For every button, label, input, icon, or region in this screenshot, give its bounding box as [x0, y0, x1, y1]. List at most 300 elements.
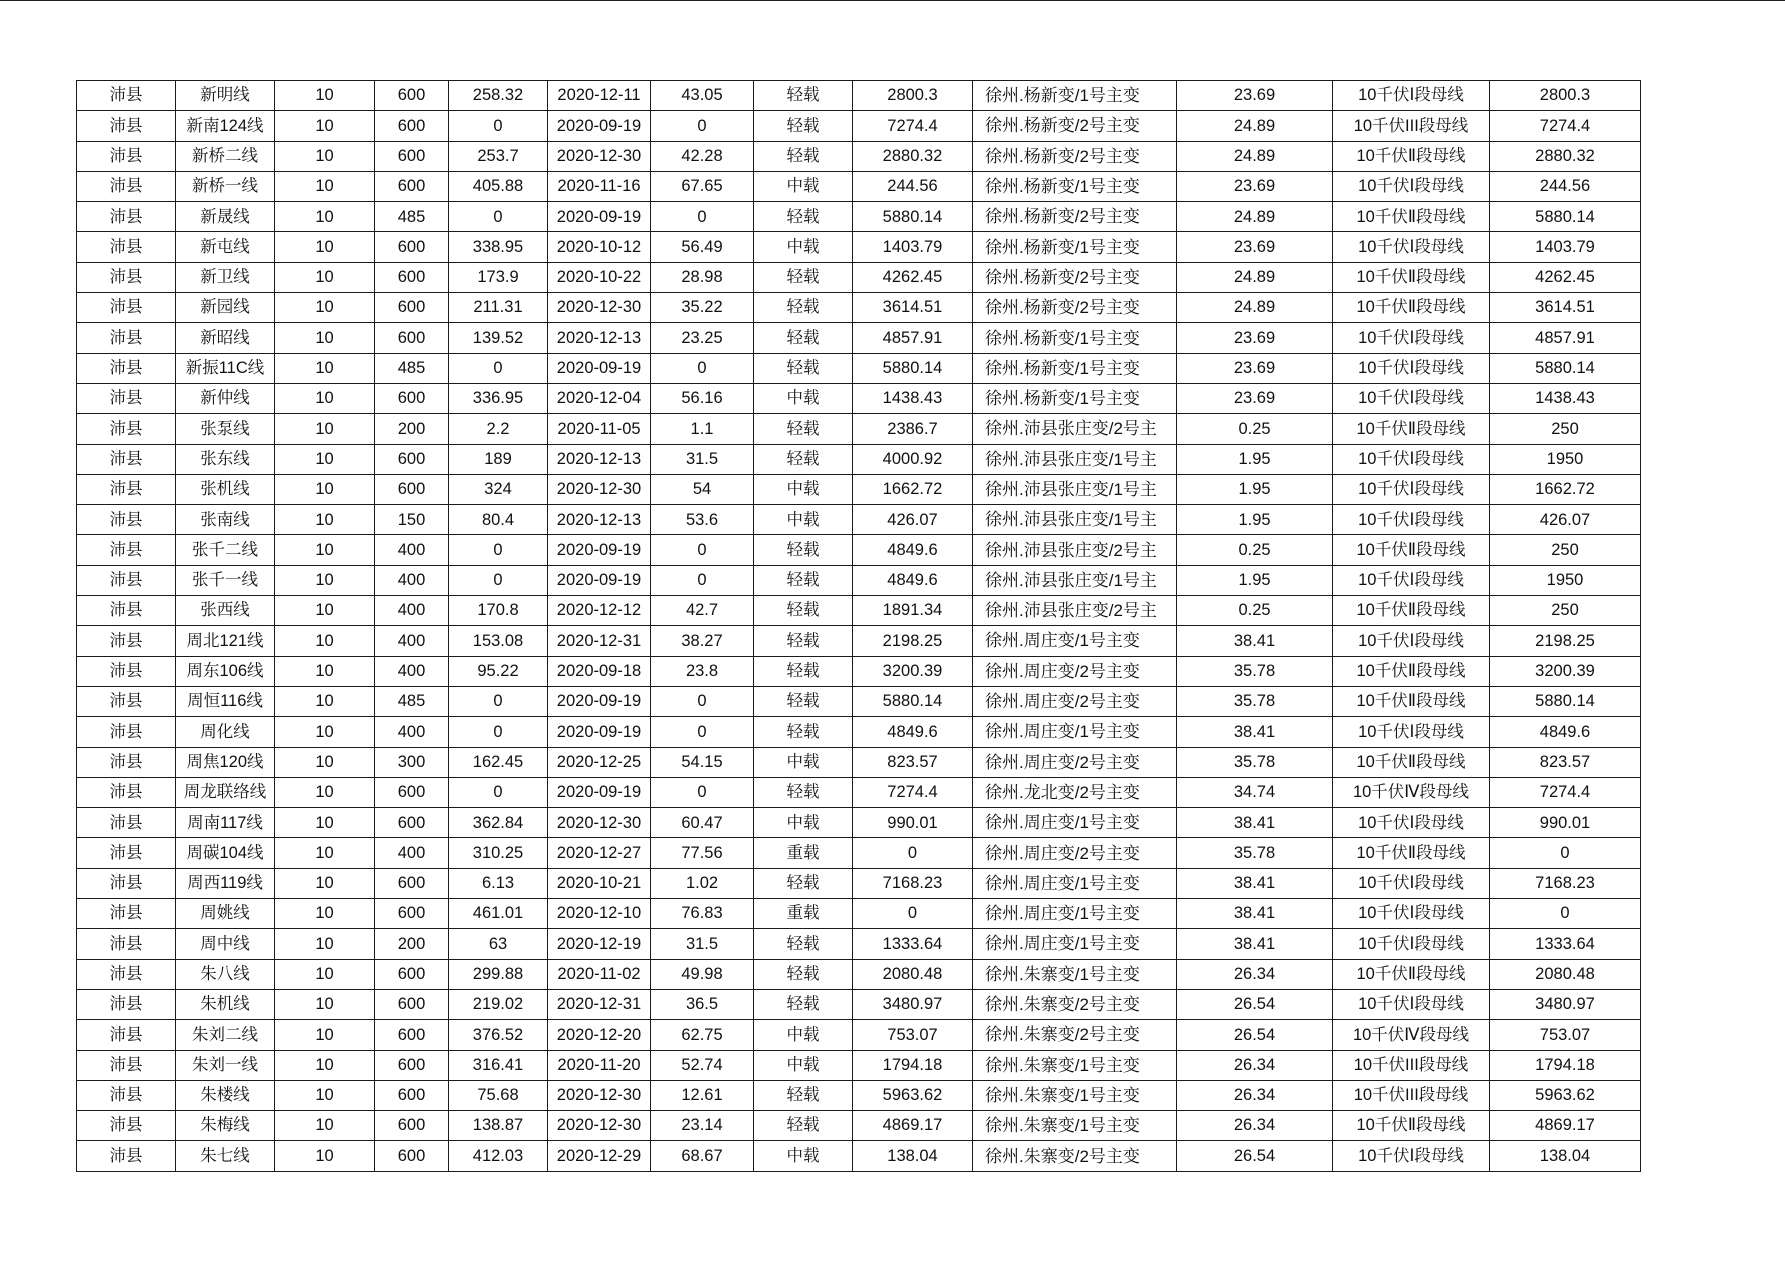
county-cell: 沛县 — [77, 1050, 176, 1080]
substation-transformer-cell: 徐州.杨新变/1号主变 — [973, 171, 1177, 201]
remaining-capacity-cell: 250 — [1490, 596, 1641, 626]
line-name-cell: 朱七线 — [176, 1141, 275, 1171]
remaining-capacity-cell: 7274.4 — [1490, 777, 1641, 807]
load-status-cell: 轻载 — [754, 414, 853, 444]
county-cell: 沛县 — [77, 505, 176, 535]
remaining-capacity-cell: 4849.6 — [1490, 717, 1641, 747]
substation-transformer-cell: 徐州.沛县张庄变/2号主 — [973, 414, 1177, 444]
voltage-cell: 10 — [275, 656, 375, 686]
substation-transformer-cell: 徐州.杨新变/1号主变 — [973, 353, 1177, 383]
available-capacity-cell: 7168.23 — [853, 868, 973, 898]
county-cell: 沛县 — [77, 81, 176, 111]
county-cell: 沛县 — [77, 565, 176, 595]
substation-transformer-cell: 徐州.朱寨变/1号主变 — [973, 1080, 1177, 1110]
rated-current-cell: 600 — [375, 1141, 449, 1171]
transformer-load-cell: 24.89 — [1177, 111, 1333, 141]
remaining-capacity-cell: 5880.14 — [1490, 202, 1641, 232]
line-name-cell: 张机线 — [176, 474, 275, 504]
table-row — [77, 414, 1641, 444]
max-current-cell: 6.13 — [449, 868, 548, 898]
line-load-table — [76, 80, 1641, 1172]
load-rate-cell: 77.56 — [651, 838, 754, 868]
load-rate-cell: 52.74 — [651, 1050, 754, 1080]
max-current-cell: 63 — [449, 929, 548, 959]
substation-transformer-cell: 徐州.杨新变/2号主变 — [973, 262, 1177, 292]
line-name-cell: 周南117线 — [176, 808, 275, 838]
bus-section-cell: 10千伏III段母线 — [1333, 111, 1490, 141]
load-status-cell: 轻载 — [754, 565, 853, 595]
peak-date-cell: 2020-09-19 — [548, 535, 651, 565]
line-name-cell: 周龙联络线 — [176, 777, 275, 807]
rated-current-cell: 400 — [375, 656, 449, 686]
county-cell: 沛县 — [77, 717, 176, 747]
substation-transformer-cell: 徐州.朱寨变/1号主变 — [973, 1111, 1177, 1141]
peak-date-cell: 2020-12-19 — [548, 929, 651, 959]
available-capacity-cell: 7274.4 — [853, 777, 973, 807]
table-row — [77, 808, 1641, 838]
max-current-cell: 405.88 — [449, 171, 548, 201]
line-name-cell: 张南线 — [176, 505, 275, 535]
available-capacity-cell: 4849.6 — [853, 535, 973, 565]
county-cell: 沛县 — [77, 1020, 176, 1050]
bus-section-cell: 10千伏Ⅰ段母线 — [1333, 383, 1490, 413]
available-capacity-cell: 4849.6 — [853, 565, 973, 595]
voltage-cell: 10 — [275, 626, 375, 656]
load-rate-cell: 0 — [651, 686, 754, 716]
remaining-capacity-cell: 1950 — [1490, 565, 1641, 595]
remaining-capacity-cell: 2800.3 — [1490, 81, 1641, 111]
bus-section-cell: 10千伏Ⅱ段母线 — [1333, 959, 1490, 989]
line-name-cell: 新昭线 — [176, 323, 275, 353]
rated-current-cell: 600 — [375, 777, 449, 807]
substation-transformer-cell: 徐州.周庄变/2号主变 — [973, 838, 1177, 868]
remaining-capacity-cell: 4857.91 — [1490, 323, 1641, 353]
bus-section-cell: 10千伏Ⅳ段母线 — [1333, 777, 1490, 807]
remaining-capacity-cell: 0 — [1490, 838, 1641, 868]
available-capacity-cell: 0 — [853, 899, 973, 929]
table-row — [77, 81, 1641, 111]
line-name-cell: 张西线 — [176, 596, 275, 626]
bus-section-cell: 10千伏Ⅱ段母线 — [1333, 414, 1490, 444]
available-capacity-cell: 1438.43 — [853, 383, 973, 413]
voltage-cell: 10 — [275, 171, 375, 201]
peak-date-cell: 2020-11-16 — [548, 171, 651, 201]
load-rate-cell: 0 — [651, 717, 754, 747]
bus-section-cell: 10千伏Ⅰ段母线 — [1333, 899, 1490, 929]
transformer-load-cell: 26.34 — [1177, 1050, 1333, 1080]
voltage-cell: 10 — [275, 929, 375, 959]
voltage-cell: 10 — [275, 717, 375, 747]
voltage-cell: 10 — [275, 505, 375, 535]
county-cell: 沛县 — [77, 899, 176, 929]
county-cell: 沛县 — [77, 111, 176, 141]
load-rate-cell: 43.05 — [651, 81, 754, 111]
county-cell: 沛县 — [77, 383, 176, 413]
available-capacity-cell: 3480.97 — [853, 989, 973, 1019]
voltage-cell: 10 — [275, 777, 375, 807]
voltage-cell: 10 — [275, 596, 375, 626]
peak-date-cell: 2020-12-04 — [548, 383, 651, 413]
remaining-capacity-cell: 5880.14 — [1490, 353, 1641, 383]
load-status-cell: 重载 — [754, 838, 853, 868]
transformer-load-cell: 23.69 — [1177, 323, 1333, 353]
substation-transformer-cell: 徐州.沛县张庄变/1号主 — [973, 565, 1177, 595]
bus-section-cell: 10千伏Ⅱ段母线 — [1333, 747, 1490, 777]
load-status-cell: 轻载 — [754, 535, 853, 565]
load-rate-cell: 0 — [651, 111, 754, 141]
load-rate-cell: 76.83 — [651, 899, 754, 929]
substation-transformer-cell: 徐州.周庄变/2号主变 — [973, 747, 1177, 777]
rated-current-cell: 485 — [375, 202, 449, 232]
transformer-load-cell: 24.89 — [1177, 293, 1333, 323]
remaining-capacity-cell: 2080.48 — [1490, 959, 1641, 989]
table-row — [77, 293, 1641, 323]
max-current-cell: 75.68 — [449, 1080, 548, 1110]
remaining-capacity-cell: 3200.39 — [1490, 656, 1641, 686]
table-row — [77, 596, 1641, 626]
county-cell: 沛县 — [77, 959, 176, 989]
rated-current-cell: 485 — [375, 353, 449, 383]
transformer-load-cell: 34.74 — [1177, 777, 1333, 807]
line-name-cell: 周碳104线 — [176, 838, 275, 868]
line-name-cell: 周焦120线 — [176, 747, 275, 777]
bus-section-cell: 10千伏Ⅰ段母线 — [1333, 232, 1490, 262]
county-cell: 沛县 — [77, 535, 176, 565]
county-cell: 沛县 — [77, 474, 176, 504]
max-current-cell: 310.25 — [449, 838, 548, 868]
peak-date-cell: 2020-09-18 — [548, 656, 651, 686]
substation-transformer-cell: 徐州.杨新变/2号主变 — [973, 202, 1177, 232]
load-status-cell: 轻载 — [754, 686, 853, 716]
substation-transformer-cell: 徐州.朱寨变/1号主变 — [973, 1050, 1177, 1080]
transformer-load-cell: 1.95 — [1177, 444, 1333, 474]
max-current-cell: 316.41 — [449, 1050, 548, 1080]
bus-section-cell: 10千伏Ⅰ段母线 — [1333, 505, 1490, 535]
peak-date-cell: 2020-10-22 — [548, 262, 651, 292]
line-name-cell: 新桥二线 — [176, 141, 275, 171]
voltage-cell: 10 — [275, 232, 375, 262]
table-row — [77, 626, 1641, 656]
peak-date-cell: 2020-09-19 — [548, 353, 651, 383]
voltage-cell: 10 — [275, 262, 375, 292]
rated-current-cell: 400 — [375, 565, 449, 595]
bus-section-cell: 10千伏Ⅰ段母线 — [1333, 626, 1490, 656]
voltage-cell: 10 — [275, 353, 375, 383]
load-status-cell: 中载 — [754, 1020, 853, 1050]
peak-date-cell: 2020-12-13 — [548, 505, 651, 535]
county-cell: 沛县 — [77, 293, 176, 323]
load-status-cell: 轻载 — [754, 1111, 853, 1141]
line-name-cell: 周姚线 — [176, 899, 275, 929]
load-rate-cell: 12.61 — [651, 1080, 754, 1110]
substation-transformer-cell: 徐州.龙北变/2号主变 — [973, 777, 1177, 807]
transformer-load-cell: 26.54 — [1177, 1141, 1333, 1171]
transformer-load-cell: 23.69 — [1177, 383, 1333, 413]
max-current-cell: 170.8 — [449, 596, 548, 626]
voltage-cell: 10 — [275, 414, 375, 444]
substation-transformer-cell: 徐州.周庄变/1号主变 — [973, 899, 1177, 929]
table-row — [77, 838, 1641, 868]
load-status-cell: 中载 — [754, 505, 853, 535]
transformer-load-cell: 23.69 — [1177, 353, 1333, 383]
line-name-cell: 周西119线 — [176, 868, 275, 898]
voltage-cell: 10 — [275, 111, 375, 141]
line-name-cell: 周恒116线 — [176, 686, 275, 716]
load-status-cell: 轻载 — [754, 626, 853, 656]
remaining-capacity-cell: 1662.72 — [1490, 474, 1641, 504]
peak-date-cell: 2020-09-19 — [548, 717, 651, 747]
remaining-capacity-cell: 7168.23 — [1490, 868, 1641, 898]
load-status-cell: 轻载 — [754, 1080, 853, 1110]
available-capacity-cell: 138.04 — [853, 1141, 973, 1171]
load-rate-cell: 60.47 — [651, 808, 754, 838]
load-rate-cell: 0 — [651, 777, 754, 807]
substation-transformer-cell: 徐州.沛县张庄变/2号主 — [973, 535, 1177, 565]
peak-date-cell: 2020-11-02 — [548, 959, 651, 989]
max-current-cell: 461.01 — [449, 899, 548, 929]
transformer-load-cell: 26.34 — [1177, 1080, 1333, 1110]
table-row — [77, 989, 1641, 1019]
bus-section-cell: 10千伏Ⅰ段母线 — [1333, 81, 1490, 111]
line-name-cell: 新振11C线 — [176, 353, 275, 383]
available-capacity-cell: 990.01 — [853, 808, 973, 838]
load-rate-cell: 28.98 — [651, 262, 754, 292]
substation-transformer-cell: 徐州.沛县张庄变/1号主 — [973, 474, 1177, 504]
bus-section-cell: 10千伏Ⅱ段母线 — [1333, 262, 1490, 292]
line-name-cell: 张泵线 — [176, 414, 275, 444]
substation-transformer-cell: 徐州.杨新变/1号主变 — [973, 323, 1177, 353]
load-status-cell: 轻载 — [754, 141, 853, 171]
max-current-cell: 338.95 — [449, 232, 548, 262]
max-current-cell: 253.7 — [449, 141, 548, 171]
available-capacity-cell: 823.57 — [853, 747, 973, 777]
max-current-cell: 299.88 — [449, 959, 548, 989]
transformer-load-cell: 0.25 — [1177, 596, 1333, 626]
peak-date-cell: 2020-09-19 — [548, 202, 651, 232]
transformer-load-cell: 26.34 — [1177, 959, 1333, 989]
substation-transformer-cell: 徐州.朱寨变/2号主变 — [973, 1020, 1177, 1050]
rated-current-cell: 600 — [375, 444, 449, 474]
remaining-capacity-cell: 2880.32 — [1490, 141, 1641, 171]
max-current-cell: 336.95 — [449, 383, 548, 413]
load-rate-cell: 31.5 — [651, 929, 754, 959]
load-rate-cell: 62.75 — [651, 1020, 754, 1050]
voltage-cell: 10 — [275, 1111, 375, 1141]
rated-current-cell: 600 — [375, 171, 449, 201]
max-current-cell: 0 — [449, 686, 548, 716]
max-current-cell: 80.4 — [449, 505, 548, 535]
bus-section-cell: 10千伏Ⅱ段母线 — [1333, 838, 1490, 868]
remaining-capacity-cell: 426.07 — [1490, 505, 1641, 535]
available-capacity-cell: 5880.14 — [853, 353, 973, 383]
bus-section-cell: 10千伏Ⅳ段母线 — [1333, 1020, 1490, 1050]
rated-current-cell: 600 — [375, 293, 449, 323]
load-status-cell: 中载 — [754, 171, 853, 201]
load-rate-cell: 54 — [651, 474, 754, 504]
substation-transformer-cell: 徐州.杨新变/1号主变 — [973, 383, 1177, 413]
line-name-cell: 新仲线 — [176, 383, 275, 413]
transformer-load-cell: 38.41 — [1177, 626, 1333, 656]
rated-current-cell: 400 — [375, 717, 449, 747]
available-capacity-cell: 5880.14 — [853, 202, 973, 232]
max-current-cell: 2.2 — [449, 414, 548, 444]
rated-current-cell: 300 — [375, 747, 449, 777]
remaining-capacity-cell: 4869.17 — [1490, 1111, 1641, 1141]
load-rate-cell: 38.27 — [651, 626, 754, 656]
load-rate-cell: 36.5 — [651, 989, 754, 1019]
load-status-cell: 轻载 — [754, 717, 853, 747]
peak-date-cell: 2020-12-30 — [548, 293, 651, 323]
county-cell: 沛县 — [77, 777, 176, 807]
transformer-load-cell: 1.95 — [1177, 505, 1333, 535]
peak-date-cell: 2020-09-19 — [548, 565, 651, 595]
peak-date-cell: 2020-10-21 — [548, 868, 651, 898]
peak-date-cell: 2020-11-20 — [548, 1050, 651, 1080]
available-capacity-cell: 0 — [853, 838, 973, 868]
transformer-load-cell: 38.41 — [1177, 868, 1333, 898]
table-row — [77, 444, 1641, 474]
rated-current-cell: 485 — [375, 686, 449, 716]
peak-date-cell: 2020-12-13 — [548, 444, 651, 474]
transformer-load-cell: 0.25 — [1177, 535, 1333, 565]
bus-section-cell: 10千伏Ⅱ段母线 — [1333, 202, 1490, 232]
rated-current-cell: 600 — [375, 1111, 449, 1141]
table-row — [77, 535, 1641, 565]
remaining-capacity-cell: 5963.62 — [1490, 1080, 1641, 1110]
peak-date-cell: 2020-09-19 — [548, 686, 651, 716]
line-name-cell: 朱八线 — [176, 959, 275, 989]
bus-section-cell: 10千伏Ⅰ段母线 — [1333, 171, 1490, 201]
transformer-load-cell: 0.25 — [1177, 414, 1333, 444]
voltage-cell: 10 — [275, 1080, 375, 1110]
county-cell: 沛县 — [77, 171, 176, 201]
peak-date-cell: 2020-12-30 — [548, 1080, 651, 1110]
county-cell: 沛县 — [77, 838, 176, 868]
available-capacity-cell: 1662.72 — [853, 474, 973, 504]
line-name-cell: 张千二线 — [176, 535, 275, 565]
table-row — [77, 171, 1641, 201]
substation-transformer-cell: 徐州.周庄变/2号主变 — [973, 686, 1177, 716]
county-cell: 沛县 — [77, 1080, 176, 1110]
rated-current-cell: 600 — [375, 141, 449, 171]
rated-current-cell: 600 — [375, 1050, 449, 1080]
rated-current-cell: 600 — [375, 899, 449, 929]
peak-date-cell: 2020-09-19 — [548, 777, 651, 807]
table-row — [77, 777, 1641, 807]
page-top-rule — [0, 0, 1785, 1]
table-row — [77, 899, 1641, 929]
table-row — [77, 1050, 1641, 1080]
county-cell: 沛县 — [77, 868, 176, 898]
table-row — [77, 111, 1641, 141]
bus-section-cell: 10千伏Ⅱ段母线 — [1333, 1111, 1490, 1141]
load-rate-cell: 53.6 — [651, 505, 754, 535]
max-current-cell: 0 — [449, 717, 548, 747]
bus-section-cell: 10千伏Ⅱ段母线 — [1333, 686, 1490, 716]
max-current-cell: 211.31 — [449, 293, 548, 323]
load-rate-cell: 67.65 — [651, 171, 754, 201]
transformer-load-cell: 38.41 — [1177, 808, 1333, 838]
rated-current-cell: 600 — [375, 232, 449, 262]
line-name-cell: 新晟线 — [176, 202, 275, 232]
available-capacity-cell: 4000.92 — [853, 444, 973, 474]
bus-section-cell: 10千伏Ⅰ段母线 — [1333, 929, 1490, 959]
available-capacity-cell: 2080.48 — [853, 959, 973, 989]
table-row — [77, 505, 1641, 535]
available-capacity-cell: 2386.7 — [853, 414, 973, 444]
line-name-cell: 新明线 — [176, 81, 275, 111]
rated-current-cell: 600 — [375, 868, 449, 898]
transformer-load-cell: 23.69 — [1177, 171, 1333, 201]
load-rate-cell: 0 — [651, 565, 754, 595]
substation-transformer-cell: 徐州.周庄变/1号主变 — [973, 868, 1177, 898]
max-current-cell: 362.84 — [449, 808, 548, 838]
table-row — [77, 232, 1641, 262]
load-rate-cell: 42.7 — [651, 596, 754, 626]
load-status-cell: 中载 — [754, 1050, 853, 1080]
transformer-load-cell: 26.34 — [1177, 1111, 1333, 1141]
bus-section-cell: 10千伏Ⅰ段母线 — [1333, 323, 1490, 353]
load-status-cell: 轻载 — [754, 444, 853, 474]
load-rate-cell: 0 — [651, 353, 754, 383]
county-cell: 沛县 — [77, 808, 176, 838]
transformer-load-cell: 26.54 — [1177, 989, 1333, 1019]
available-capacity-cell: 3200.39 — [853, 656, 973, 686]
rated-current-cell: 400 — [375, 838, 449, 868]
load-status-cell: 中载 — [754, 808, 853, 838]
table-row — [77, 141, 1641, 171]
load-rate-cell: 68.67 — [651, 1141, 754, 1171]
bus-section-cell: 10千伏Ⅱ段母线 — [1333, 535, 1490, 565]
rated-current-cell: 600 — [375, 383, 449, 413]
voltage-cell: 10 — [275, 293, 375, 323]
max-current-cell: 258.32 — [449, 81, 548, 111]
remaining-capacity-cell: 1438.43 — [1490, 383, 1641, 413]
load-rate-cell: 23.8 — [651, 656, 754, 686]
substation-transformer-cell: 徐州.周庄变/1号主变 — [973, 626, 1177, 656]
voltage-cell: 10 — [275, 1020, 375, 1050]
max-current-cell: 0 — [449, 202, 548, 232]
peak-date-cell: 2020-12-30 — [548, 1111, 651, 1141]
substation-transformer-cell: 徐州.周庄变/2号主变 — [973, 656, 1177, 686]
load-status-cell: 轻载 — [754, 989, 853, 1019]
max-current-cell: 95.22 — [449, 656, 548, 686]
bus-section-cell: 10千伏Ⅱ段母线 — [1333, 596, 1490, 626]
remaining-capacity-cell: 3480.97 — [1490, 989, 1641, 1019]
voltage-cell: 10 — [275, 141, 375, 171]
max-current-cell: 412.03 — [449, 1141, 548, 1171]
voltage-cell: 10 — [275, 474, 375, 504]
line-name-cell: 朱刘一线 — [176, 1050, 275, 1080]
bus-section-cell: 10千伏Ⅰ段母线 — [1333, 868, 1490, 898]
max-current-cell: 0 — [449, 565, 548, 595]
substation-transformer-cell: 徐州.杨新变/2号主变 — [973, 111, 1177, 141]
peak-date-cell: 2020-12-25 — [548, 747, 651, 777]
max-current-cell: 139.52 — [449, 323, 548, 353]
county-cell: 沛县 — [77, 141, 176, 171]
max-current-cell: 0 — [449, 777, 548, 807]
transformer-load-cell: 38.41 — [1177, 899, 1333, 929]
table-row — [77, 959, 1641, 989]
voltage-cell: 10 — [275, 959, 375, 989]
transformer-load-cell: 26.54 — [1177, 1020, 1333, 1050]
rated-current-cell: 600 — [375, 81, 449, 111]
remaining-capacity-cell: 2198.25 — [1490, 626, 1641, 656]
voltage-cell: 10 — [275, 747, 375, 777]
county-cell: 沛县 — [77, 353, 176, 383]
transformer-load-cell: 24.89 — [1177, 202, 1333, 232]
load-status-cell: 中载 — [754, 1141, 853, 1171]
